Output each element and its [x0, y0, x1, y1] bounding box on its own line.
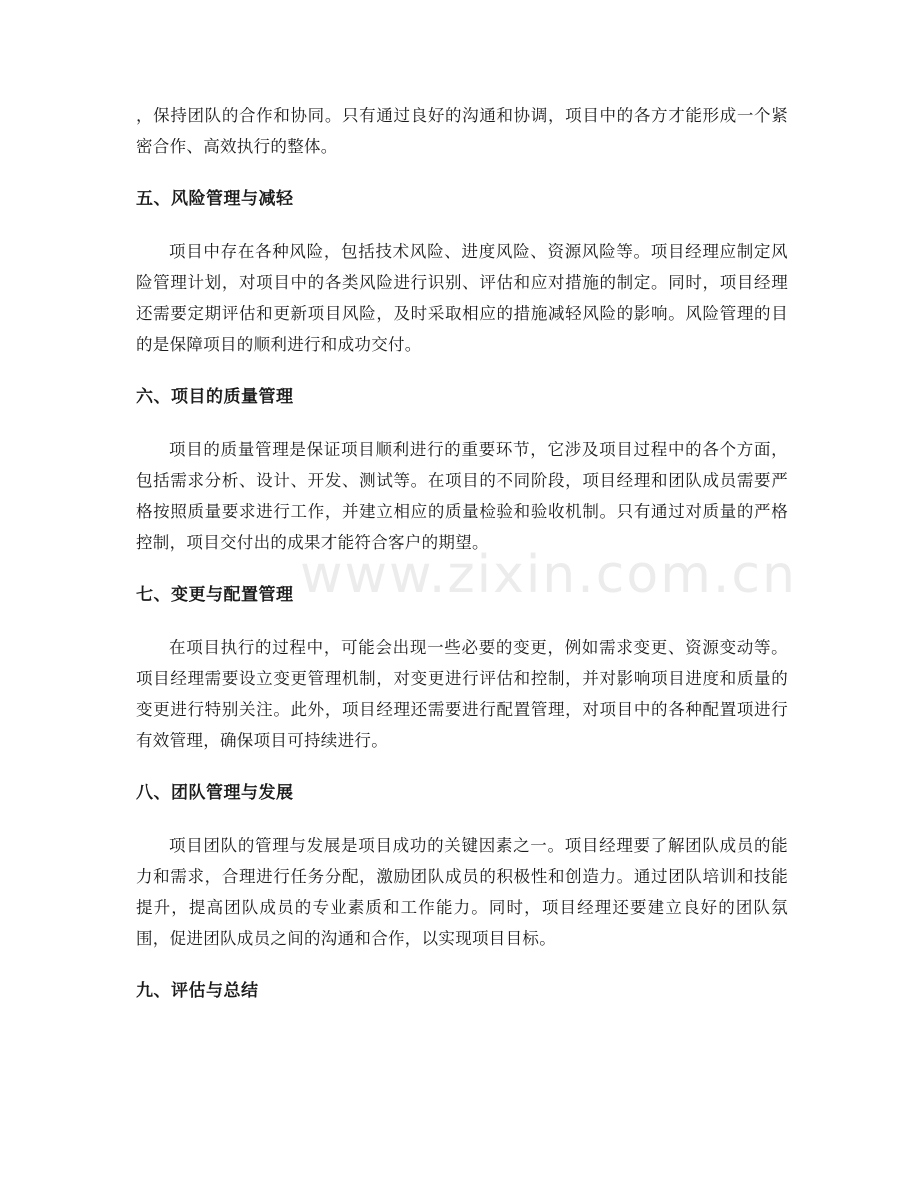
section-heading-6: 六、项目的质量管理 — [136, 387, 294, 407]
section-body-8: 项目团队的管理与发展是项目成功的关键因素之一。项目经理要了解团队成员的能力和需求，合理进行任务分配，激励团队成员的积极性和创造力。通过团队培训和技能提升，提高团队成员的专业素质和工作能力。同时，项目经理还要建立良好的团队氛围，促进团队成员之间的沟通和合作，以实现项目目标。 — [136, 836, 788, 948]
section-body-6: 项目的质量管理是保证项目顺利进行的重要环节，它涉及项目过程中的各个方面，包括需求分析、设计、开发、测试等。在项目的不同阶段，项目经理和团队成员需要严格按照质量要求进行工作，并建立相应的质量检验和验收机制。只有通过对质量的严格控制，项目交付出的成果才能符合客户的期望。 — [136, 440, 788, 552]
section-body-5: 项目中存在各种风险，包括技术风险、进度风险、资源风险等。项目经理应制定风险管理计划，对项目中的各类风险进行识别、评估和应对措施的制定。同时，项目经理还需要定期评估和更新项目风险，及时采取相应的措施减轻风险的影响。风险管理的目的是保障项目的顺利进行和成功交付。 — [136, 242, 788, 354]
watermark: www.zixin.com.cn — [300, 545, 797, 605]
section-body-7: 在项目执行的过程中，可能会出现一些必要的变更，例如需求变更、资源变动等。项目经理需要设立变更管理机制，对变更进行评估和控制，并对影响项目进度和质量的变更进行特别关注。此外，项目经理还需要进行配置管理，对项目中的各种配置项进行有效管理，确保项目可持续进行。 — [136, 638, 788, 750]
opening-paragraph: ，保持团队的合作和协同。只有通过良好的沟通和协调，项目中的各方才能形成一个紧密合作、高效执行的整体。 — [136, 106, 788, 156]
section-heading-7: 七、变更与配置管理 — [136, 585, 294, 605]
section-heading-9: 九、评估与总结 — [136, 981, 259, 1001]
section-heading-8: 八、团队管理与发展 — [136, 783, 294, 803]
document-page — [136, 100, 788, 1007]
section-heading-5: 五、风险管理与减轻 — [136, 189, 294, 209]
